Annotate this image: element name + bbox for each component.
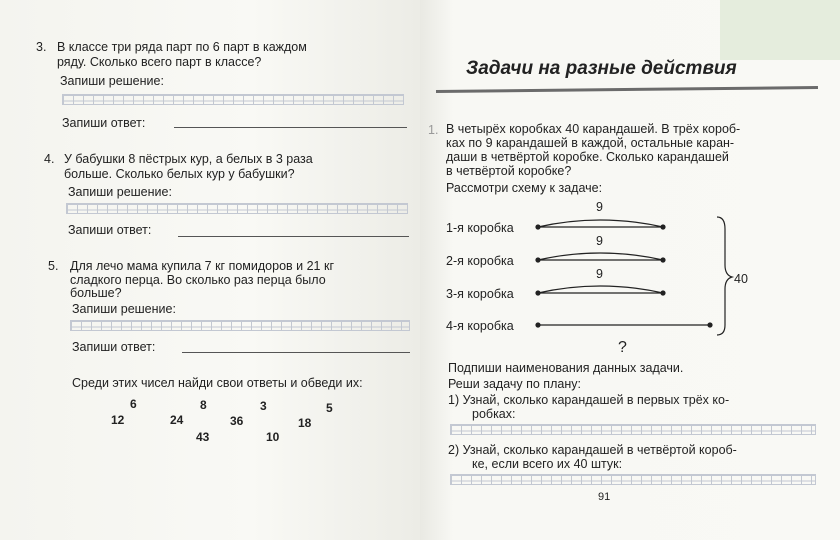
task-3-answer-line[interactable] bbox=[174, 127, 407, 128]
total-brace bbox=[717, 217, 732, 335]
number-item[interactable]: 10 bbox=[266, 430, 280, 444]
task-5-answer-label: Запиши ответ: bbox=[72, 340, 156, 354]
task-5-solution-label: Запиши решение: bbox=[72, 302, 176, 316]
scheme-row-label: 1-я коробка bbox=[446, 221, 514, 235]
right-page bbox=[420, 0, 840, 540]
step-2-solution-grid[interactable] bbox=[450, 474, 816, 485]
task-5-text-line1: Для лечо мама купила 7 кг помидоров и 21 кг bbox=[70, 259, 335, 273]
task-1-text-line4: в четвёртой коробке? bbox=[446, 164, 572, 178]
task-5-text-line3: больше? bbox=[70, 286, 122, 300]
task-4-answer-line[interactable] bbox=[178, 236, 409, 237]
segment-row-4 bbox=[536, 323, 712, 327]
task-3-text-line2: ряду. Сколько всего парт в классе? bbox=[57, 55, 262, 69]
task-4-text-line2: больше. Сколько белых кур у бабушки? bbox=[64, 167, 295, 181]
step-2-line2: ке, если всего их 40 штук: bbox=[472, 457, 623, 471]
task-1-text-line2: ках по 9 карандашей в каждой, остальные каран- bbox=[446, 136, 735, 150]
step-2-line1: 2) Узнай, сколько карандашей в четвёртой короб- bbox=[448, 443, 737, 457]
task-1-text-line1: В четырёх коробках 40 карандашей. В трёх короб- bbox=[446, 122, 741, 136]
number-item[interactable]: 6 bbox=[130, 397, 137, 411]
scheme-unknown: ? bbox=[618, 339, 627, 356]
task-4-solution-grid[interactable] bbox=[66, 203, 408, 214]
title-underline bbox=[436, 86, 818, 93]
step-1-solution-grid[interactable] bbox=[450, 424, 816, 435]
number-item[interactable]: 5 bbox=[326, 401, 333, 415]
task-1-text-line3: даши в четвёртой коробке. Сколько карандашей bbox=[446, 150, 729, 164]
number-item[interactable]: 3 bbox=[260, 399, 267, 413]
step-1-line1: 1) Узнай, сколько карандашей в первых трёх ко- bbox=[448, 393, 730, 407]
number-item[interactable]: 8 bbox=[200, 398, 207, 412]
find-answers-text: Среди этих чисел найди свои ответы и обведи их: bbox=[72, 376, 363, 390]
task-5-solution-grid[interactable] bbox=[70, 320, 410, 331]
task-3-text-line1: В классе три ряда парт по 6 парт в каждом bbox=[57, 40, 307, 54]
task-3-solution-grid[interactable] bbox=[62, 94, 404, 105]
scheme-total: 40 bbox=[734, 272, 748, 286]
arc-value: 9 bbox=[596, 234, 603, 248]
arc-value: 9 bbox=[596, 200, 603, 214]
step-1-line2: робках: bbox=[472, 407, 516, 421]
task-5-number: 5. bbox=[48, 259, 59, 273]
scheme-row-label: 4-я коробка bbox=[446, 319, 514, 333]
arc-value: 9 bbox=[596, 267, 603, 281]
task-3-number: 3. bbox=[36, 40, 47, 54]
task-1-number: 1. bbox=[428, 123, 439, 137]
plan-text: Реши задачу по плану: bbox=[448, 377, 581, 391]
scheme-label: Рассмотри схему к задаче: bbox=[446, 181, 603, 195]
segment-row-2 bbox=[536, 253, 665, 262]
task-3-solution-label: Запиши решение: bbox=[60, 74, 164, 88]
number-item[interactable]: 43 bbox=[196, 430, 210, 444]
task-5-text-line2: сладкого перца. Во сколько раз перца было bbox=[70, 273, 326, 287]
number-item[interactable]: 36 bbox=[230, 414, 244, 428]
number-item[interactable]: 12 bbox=[111, 413, 125, 427]
page-number: 91 bbox=[598, 491, 611, 503]
faded-print-area bbox=[720, 0, 840, 60]
task-4-number: 4. bbox=[44, 152, 55, 166]
section-title: Задачи на разные действия bbox=[466, 58, 737, 79]
task-4-solution-label: Запиши решение: bbox=[68, 185, 172, 199]
segment-row-1 bbox=[536, 220, 665, 229]
number-item[interactable]: 18 bbox=[298, 416, 312, 430]
task-5-answer-line[interactable] bbox=[182, 352, 410, 353]
scheme-row-label: 3-я коробка bbox=[446, 287, 514, 301]
task-4-text-line1: У бабушки 8 пёстрых кур, а белых в 3 раза bbox=[64, 152, 313, 166]
task-4-answer-label: Запиши ответ: bbox=[68, 223, 152, 237]
sign-names-text: Подпиши наименования данных задачи. bbox=[448, 361, 684, 375]
segment-row-3 bbox=[536, 286, 665, 295]
scheme-row-label: 2-я коробка bbox=[446, 254, 514, 268]
segment-scheme bbox=[520, 195, 760, 365]
number-item[interactable]: 24 bbox=[170, 413, 184, 427]
task-3-answer-label: Запиши ответ: bbox=[62, 116, 146, 130]
